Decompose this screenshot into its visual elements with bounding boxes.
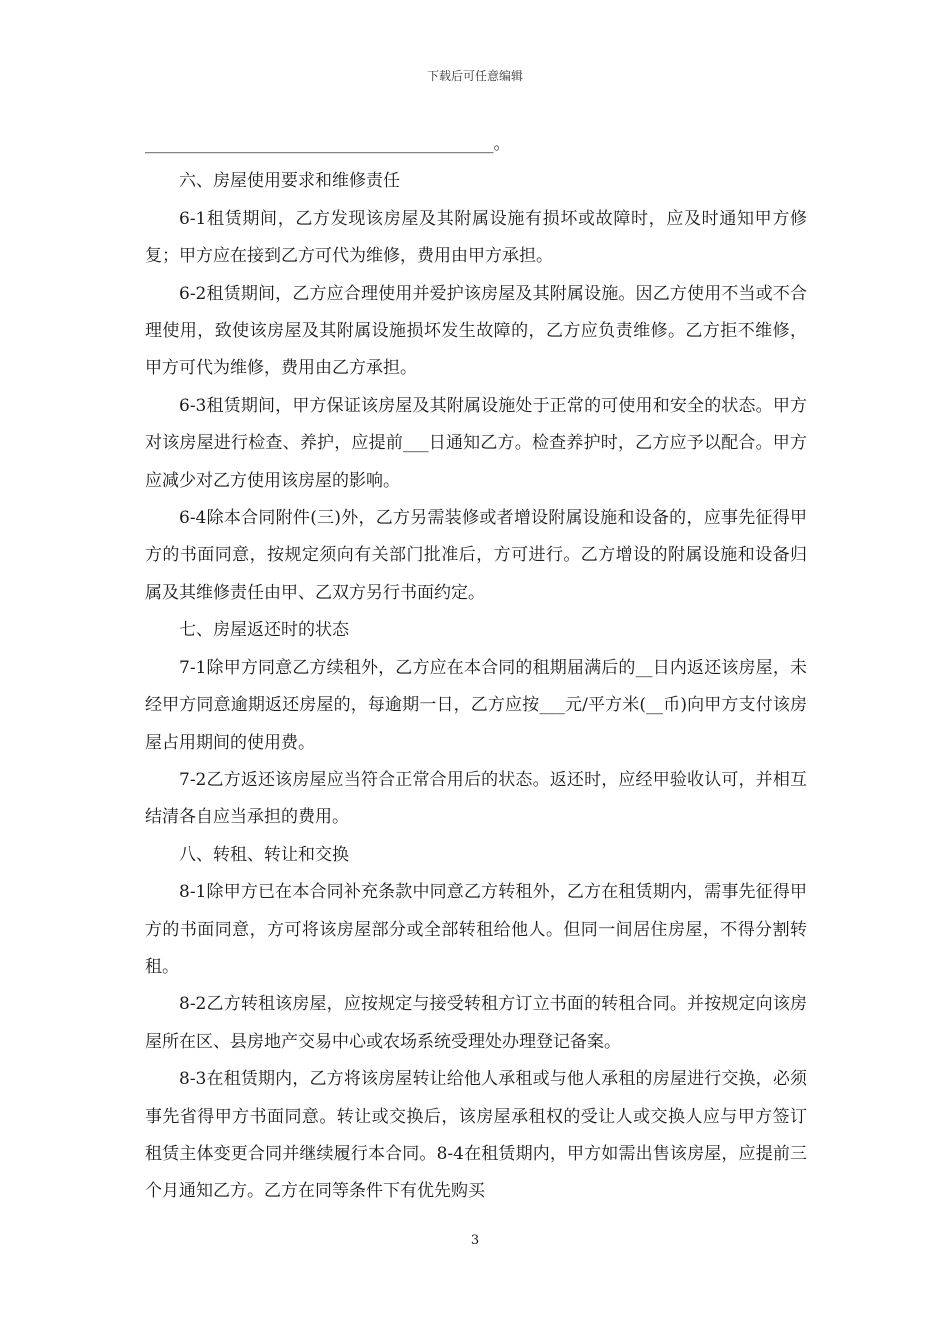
section-heading-8: 八、转租、转让和交换 bbox=[179, 844, 349, 865]
clause-6-2: 6-2租赁期间，乙方应合理使用并爱护该房屋及其附属设施。因乙方使用不当或不合理使用，致使该房屋及其附属设施损坏发生故障的，乙方应负责维修。乙方拒不维修，甲方可代为维修，费用由乙方承担。 bbox=[145, 283, 807, 379]
section-heading-7: 七、房屋返还时的状态 bbox=[179, 620, 349, 641]
page-header: 下载后可任意编辑 bbox=[426, 69, 523, 83]
document-body bbox=[145, 126, 807, 1211]
clause-8-2: 8-2乙方转租该房屋，应按规定与接受转租方订立书面的转租合同。并按规定向该房屋所在区、县房地产交易中心或农场系统受理处办理登记备案。 bbox=[145, 994, 807, 1052]
page-number: 3 bbox=[470, 1233, 480, 1248]
clause-6-4: 6-4除本合同附件(三)外，乙方另需装修或者增设附属设施和设备的，应事先征得甲方的书面同意，按规定须向有关部门批准后，方可进行。乙方增设的附属设施和设备归属及其维修责任由甲、乙双方另行书面约定。 bbox=[145, 508, 807, 603]
clause-7-1: 7-1除甲方同意乙方续租外，乙方应在本合同的租期届满后的__日内返还该房屋，未经甲方同意逾期返还房屋的，每逾期一日，乙方应按___元/平方米(__币)向甲方支付该房屋占用期间的使用费。 bbox=[145, 657, 807, 753]
clause-7-2: 7-2乙方返还该房屋应当符合正常合用后的状态。返还时，应经甲验收认可，并相互结清各自应当承担的费用。 bbox=[145, 769, 807, 828]
clause-8-1: 8-1除甲方已在本合同补充条款中同意乙方转租外，乙方在租赁期内，需事先征得甲方的书面同意，方可将该房屋部分或全部转租给他人。但同一间居住房屋，不得分割转租。 bbox=[145, 882, 807, 977]
clause-8-3: 8-3在租赁期内，乙方将该房屋转让给他人承租或与他人承租的房屋进行交换，必须事先省得甲方书面同意。转让或交换后，该房屋承租权的受让人或交换人应与甲方签订租赁主体变更合同并继续履行本合同。8-4在租赁期内，甲方如需出售该房屋，应提前三个月通知乙方。乙方在同等条件下有优先购买 bbox=[145, 1069, 807, 1202]
blank-line: _________________________________________。 bbox=[145, 134, 511, 154]
section-heading-6: 六、房屋使用要求和维修责任 bbox=[179, 171, 400, 192]
clause-6-1: 6-1租赁期间，乙方发现该房屋及其附属设施有损坏或故障时，应及时通知甲方修复；甲方应在接到乙方可代为维修，费用由甲方承担。 bbox=[145, 208, 807, 267]
clause-6-3: 6-3租赁期间，甲方保证该房屋及其附属设施处于正常的可使用和安全的状态。甲方对该房屋进行检查、养护，应提前___日通知乙方。检查养护时，乙方应予以配合。甲方应减少对乙方使用该房屋的影响。 bbox=[145, 395, 807, 491]
